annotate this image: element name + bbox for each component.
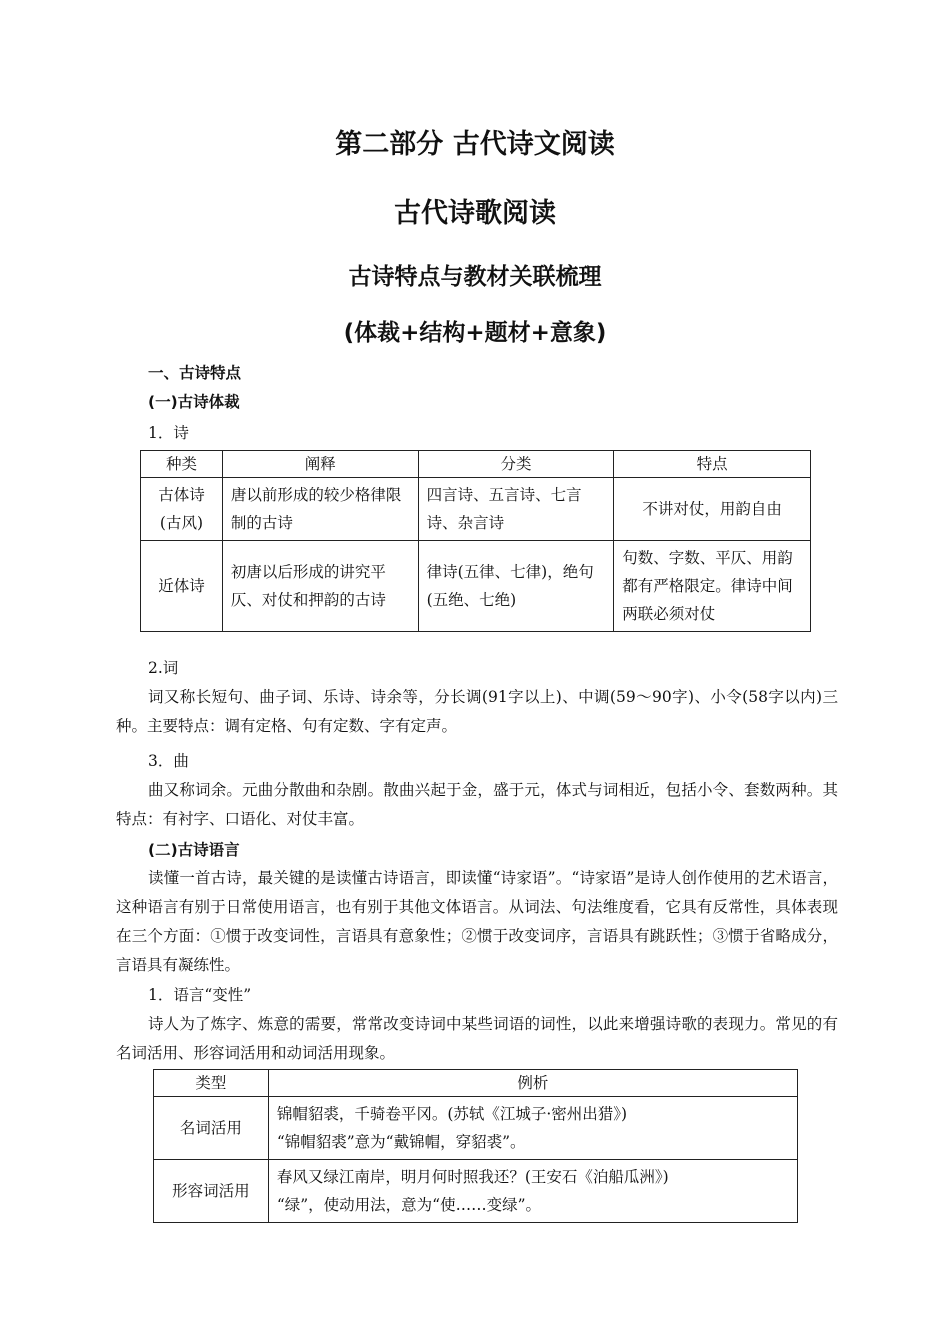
table-row: [154, 1097, 798, 1160]
paragraph-ci: 词又称长短句、曲子词、乐诗、诗余等，分长调(91字以上)、中调(59～90字)、小令(58字以内)三种。主要特点：调有定格、句有定数、字有定声。: [116, 688, 838, 735]
heading-poem: 1．诗: [148, 424, 189, 442]
example-line: 春风又绿江南岸，明月何时照我还？(王安石《泊船瓜洲》): [276, 1168, 669, 1186]
example-explanation: “锦帽貂裘”意为“戴锦帽，穿貂裘”。: [276, 1133, 526, 1151]
subtitle: (体裁+结构+题材+意象): [343, 320, 607, 346]
heading-features: 一、古诗特点: [148, 364, 242, 382]
table-cell: 不讲对仗，用韵自由: [614, 478, 811, 541]
example-explanation: “绿”，使动用法，意为“使……变绿”。: [276, 1196, 542, 1214]
table-header: 阐释: [222, 451, 418, 478]
table-cell: 名词活用: [154, 1097, 269, 1160]
paragraph-change: 诗人为了炼字、炼意的需要，常常改变诗词中某些词语的词性，以此来增强诗歌的表现力。常见的有名词活用、形容词活用和动词活用现象。: [116, 1015, 838, 1062]
table-row: [141, 541, 811, 632]
table-header: 分类: [418, 451, 614, 478]
table-cell: 唐以前形成的较少格律限制的古诗: [222, 478, 418, 541]
table-row: [141, 478, 811, 541]
heading-ci: 2.词: [148, 659, 179, 677]
table-header: 类型: [154, 1070, 269, 1097]
section-title: 古代诗歌阅读: [394, 198, 556, 229]
table-cell: 近体诗: [141, 541, 223, 632]
paragraph-qu: 曲又称词余。元曲分散曲和杂剧。散曲兴起于金，盛于元，体式与词相近，包括小令、套数两种。其特点：有衬字、口语化、对仗丰富。: [116, 781, 838, 828]
table-cell: [268, 1160, 797, 1223]
heading-language: (二)古诗语言: [148, 841, 240, 859]
table-cell: 句数、字数、平仄、用韵都有严格限定。律诗中间两联必须对仗: [614, 541, 811, 632]
heading-change: 1．语言“变性”: [148, 986, 252, 1004]
table-header: 特点: [614, 451, 811, 478]
table-cell: 四言诗、五言诗、七言诗、杂言诗: [418, 478, 614, 541]
table-cell: 古体诗(古风): [141, 478, 223, 541]
table-cell: [268, 1097, 797, 1160]
word-usage-table: [153, 1069, 798, 1223]
topic-title: 古诗特点与教材关联梳理: [348, 264, 602, 290]
poem-genre-table: [140, 450, 811, 632]
table-header-row: [154, 1070, 798, 1097]
part-title: 第二部分 古代诗文阅读: [335, 129, 615, 160]
table-cell: 形容词活用: [154, 1160, 269, 1223]
table-row: [154, 1160, 798, 1223]
heading-qu: 3．曲: [148, 752, 189, 770]
table-header-row: [141, 451, 811, 478]
table-header: 例析: [268, 1070, 797, 1097]
table-cell: 律诗(五律、七律)，绝句(五绝、七绝): [418, 541, 614, 632]
paragraph-language: 读懂一首古诗，最关键的是读懂古诗语言，即读懂“诗家语”。“诗家语”是诗人创作使用的艺术语言，这种语言有别于日常使用语言，也有别于其他文体语言。从词法、句法维度看，它具有反常性，具体表现在三个方面：①惯于改变词性，言语具有意象性；②惯于改变词序，言语具有跳跃性；③惯于省略成分，言语具有凝练性。: [116, 869, 838, 974]
table-header: 种类: [141, 451, 223, 478]
heading-genre: (一)古诗体裁: [148, 393, 240, 411]
example-line: 锦帽貂裘，千骑卷平冈。(苏轼《江城子·密州出猎》): [276, 1105, 628, 1123]
table-cell: 初唐以后形成的讲究平仄、对仗和押韵的古诗: [222, 541, 418, 632]
